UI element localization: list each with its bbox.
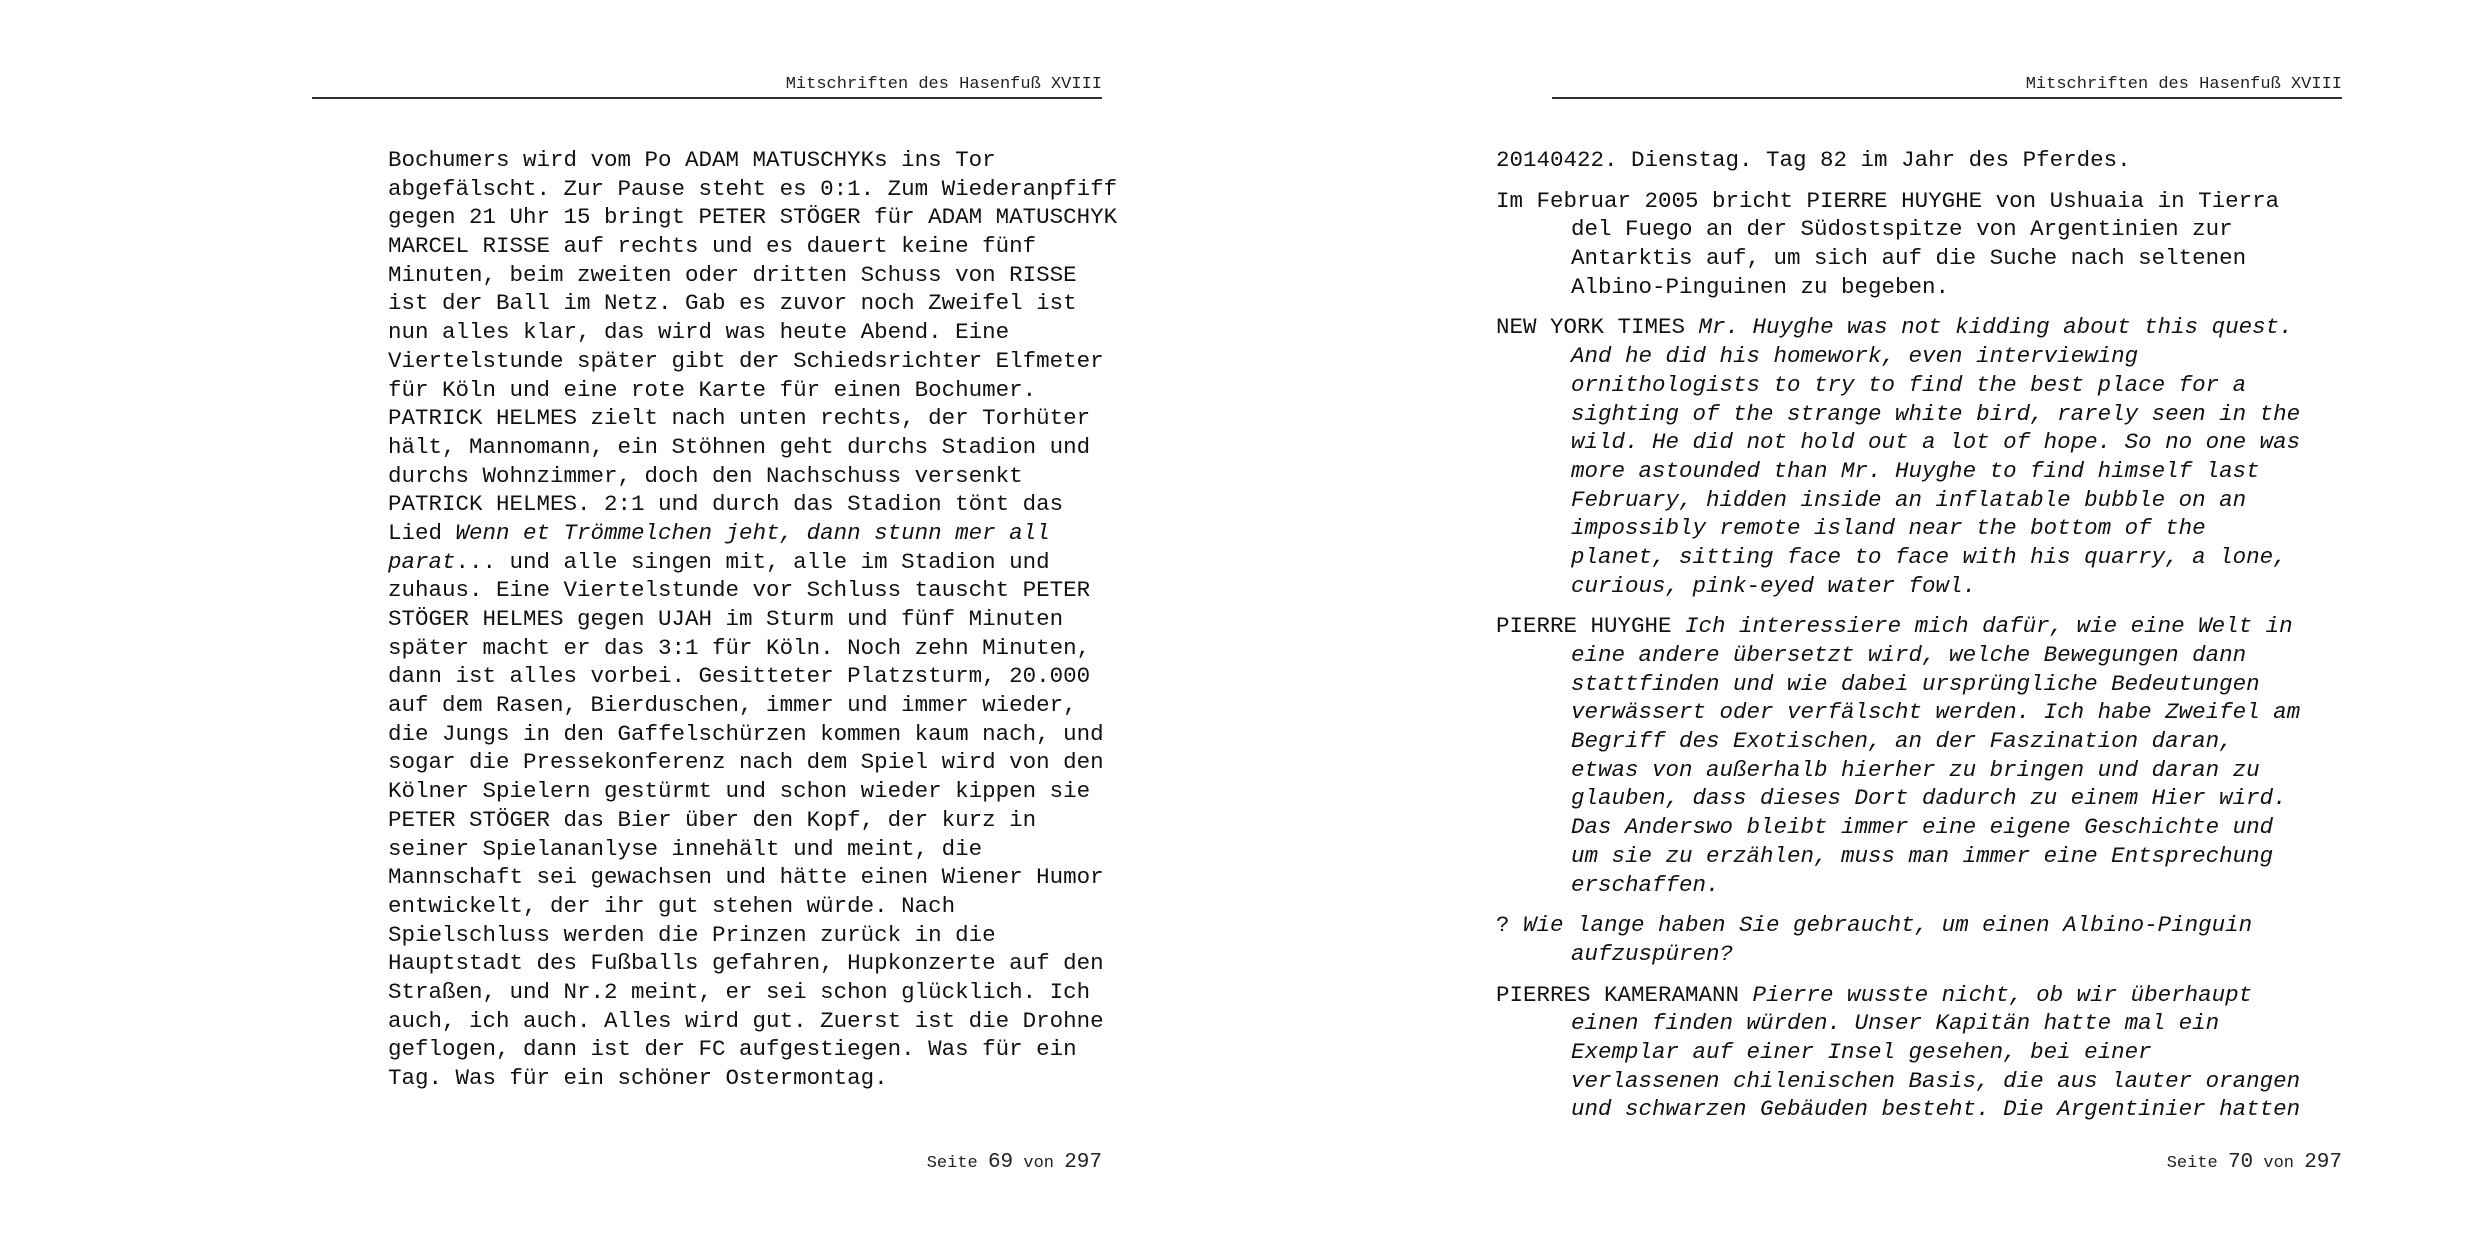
text-line	[388, 691, 1108, 720]
text-line	[1496, 342, 2396, 371]
text-run: später macht er das 3:1 für Köln. Noch zehn Minuten,	[388, 634, 1091, 661]
text-line	[1496, 911, 2396, 940]
footer-sep: von	[1023, 1154, 1054, 1173]
text-line	[388, 289, 1108, 318]
footer-prefix: Seite	[926, 1154, 978, 1173]
text-line	[388, 748, 1108, 777]
italic-text: Mr. Huyghe was not kidding about this quest.	[1698, 314, 2293, 341]
page-footer	[1552, 1148, 2342, 1179]
text-line	[1496, 313, 2396, 342]
text-line	[388, 978, 1108, 1007]
text-line	[388, 921, 1108, 950]
text-line	[388, 175, 1118, 204]
text-run: Tag. Was für ein schöner Ostermontag.	[388, 1065, 888, 1091]
text-run: NEW YORK TIMES	[1496, 314, 1699, 341]
text-line	[1496, 1009, 2396, 1038]
text-line	[388, 605, 1108, 634]
footer-prefix: Seite	[2166, 1154, 2218, 1173]
text-run: nun alles klar, das wird was heute Abend. Eine	[388, 319, 1010, 346]
italic-text: ornithologists to try to find the best place for a	[1571, 371, 2247, 398]
italic-text: planet, sitting face to face with his quarry, a lone,	[1571, 543, 2287, 570]
text-run: Spielschluss werden die Prinzen zurück in die	[388, 921, 996, 948]
text-line	[388, 835, 1108, 864]
italic-text: parat	[388, 548, 456, 575]
text-run: Hauptstadt des Fußballs gefahren, Hupkonzerte auf den	[388, 950, 1104, 977]
text-line	[388, 376, 1108, 405]
text-line	[388, 519, 1108, 548]
text-line	[388, 892, 1108, 921]
text-line	[388, 863, 1108, 892]
header-rule	[1552, 97, 2342, 99]
running-head: Mitschriften des Hasenfuß XVIII	[2025, 75, 2342, 94]
italic-text: verlassenen chilenischen Basis, die aus lauter orangen	[1571, 1067, 2301, 1094]
italic-text: sighting of the strange white bird, rarely seen in the	[1571, 400, 2301, 427]
italic-text: einen finden würden. Unser Kapitän hatte mal ein	[1571, 1010, 2220, 1037]
text-line	[388, 146, 1108, 175]
text-line	[388, 433, 1108, 462]
italic-text: Das Anderswo bleibt immer eine eigene Geschichte und	[1571, 814, 2274, 841]
body-text	[1496, 146, 2396, 1136]
text-line	[388, 1007, 1108, 1036]
text-run: del Fuego an der Südostspitze von Argentinien zur	[1571, 216, 2233, 243]
text-line	[1496, 572, 2396, 601]
header-rule	[312, 97, 1102, 99]
text-run: dann ist alles vorbei. Gesitteter Platzsturm, 20.000	[388, 663, 1091, 690]
text-line	[1496, 244, 2396, 273]
text-line	[388, 404, 1108, 433]
text-run: Antarktis auf, um sich auf die Suche nach seltenen	[1571, 245, 2247, 272]
text-line	[1496, 486, 2396, 515]
italic-text: Wie lange haben Sie gebraucht, um einen Albino-Pinguin	[1523, 912, 2253, 939]
text-run: gegen 21 Uhr 15 bringt PETER STÖGER für ADAM MATUSCHYK	[388, 204, 1118, 231]
text-line	[1496, 871, 2396, 900]
paragraph	[1496, 612, 2396, 899]
italic-text: Ich interessiere mich dafür, wie eine Welt in	[1685, 613, 2293, 640]
page-number: 70	[2227, 1151, 2254, 1174]
text-line	[388, 576, 1108, 605]
text-line	[1496, 215, 2396, 244]
text-line	[388, 261, 1108, 290]
text-line	[1496, 428, 2396, 457]
italic-text: curious, pink-eyed water fowl.	[1571, 572, 1977, 599]
italic-text: Wenn et Trömmelchen jeht, dann stunn mer all	[455, 519, 1050, 546]
italic-text: more astounded than Mr. Huyghe to find himself last	[1571, 457, 2260, 484]
text-line	[388, 232, 1108, 261]
paragraph	[1496, 313, 2396, 600]
total-pages: 297	[1064, 1151, 1102, 1174]
italic-text: And he did his homework, even interviewing	[1571, 343, 2139, 370]
text-line	[388, 318, 1108, 347]
text-run: entwickelt, der ihr gut stehen würde. Nach	[388, 892, 956, 919]
italic-text: eine andere übersetzt wird, welche Bewegungen dann	[1571, 642, 2247, 668]
italic-text: etwas von außerhalb hierher zu bringen und daran zu	[1571, 756, 2260, 783]
text-run: Kölner Spielern gestürmt und schon wieder kippen sie	[388, 778, 1091, 805]
text-run: STÖGER HELMES gegen UJAH im Sturm und fünf Minuten	[388, 606, 1064, 632]
text-line	[1496, 146, 2396, 175]
total-pages: 297	[2304, 1151, 2342, 1174]
text-run: Im Februar 2005 bricht PIERRE HUYGHE von Ushuaia in Tierra	[1496, 187, 2280, 214]
text-run: Straßen, und Nr.2 meint, er sei schon glücklich. Ich	[388, 978, 1091, 1005]
text-line	[388, 548, 1108, 577]
text-run: PIERRE HUYGHE	[1496, 613, 1686, 640]
text-run: Mannschaft sei gewachsen und hätte einen Wiener Humor	[388, 864, 1104, 891]
paragraph	[1496, 187, 2396, 302]
text-line	[1496, 457, 2396, 486]
text-line	[1496, 756, 2396, 785]
text-run: auf dem Rasen, Bierduschen, immer und immer wieder,	[388, 692, 1077, 719]
text-run: sogar die Pressekonferenz nach dem Spiel wird von den	[388, 749, 1104, 776]
italic-text: um sie zu erzählen, muss man immer eine Entsprechung	[1571, 842, 2274, 869]
text-line	[388, 490, 1108, 519]
text-line	[388, 634, 1108, 663]
text-line	[1496, 784, 2396, 813]
text-line	[1496, 641, 2396, 670]
italic-text: impossibly remote island near the bottom of the	[1571, 515, 2206, 542]
text-line	[1496, 187, 2396, 216]
text-line	[1496, 400, 2396, 429]
text-line	[1496, 813, 2396, 842]
text-run: PATRICK HELMES. 2:1 und durch das Stadion tönt das	[388, 491, 1064, 518]
paragraph	[1496, 911, 2396, 968]
text-run: PATRICK HELMES zielt nach unten rechts, der Torhüter	[388, 405, 1091, 432]
text-line	[1496, 273, 2396, 302]
footer-sep: von	[2263, 1154, 2294, 1173]
italic-text: und schwarzen Gebäuden besteht. Die Argentinier hatten	[1571, 1096, 2301, 1123]
page-number: 69	[987, 1151, 1014, 1174]
text-run: seiner Spielananlyse innehält und meint, die	[388, 835, 983, 862]
paragraph	[1496, 981, 2396, 1124]
text-line	[388, 949, 1108, 978]
text-run: Viertelstunde später gibt der Schiedsrichter Elfmeter	[388, 347, 1104, 374]
body-text	[388, 146, 1118, 1093]
text-line	[388, 347, 1108, 376]
text-line	[1496, 371, 2396, 400]
text-line	[1496, 612, 2396, 641]
text-line	[388, 720, 1108, 749]
text-run: für Köln und eine rote Karte für einen Bochumer.	[388, 376, 1037, 403]
text-line	[1496, 842, 2396, 871]
text-run: MARCEL RISSE auf rechts und es dauert keine fünf	[388, 233, 1037, 260]
italic-text: Pierre wusste nicht, ob wir überhaupt	[1752, 981, 2253, 1008]
text-run: ?	[1496, 912, 1524, 939]
text-line	[1496, 514, 2396, 543]
text-run: Minuten, beim zweiten oder dritten Schuss von RISSE	[388, 261, 1077, 288]
italic-text: glauben, dass dieses Dort dadurch zu einem Hier wird.	[1571, 785, 2287, 812]
paragraph	[1496, 146, 2396, 175]
right-page	[1240, 0, 2480, 1240]
text-line	[1496, 543, 2396, 572]
italic-text: February, hidden inside an inflatable bubble on an	[1571, 486, 2247, 513]
italic-text: wild. He did not hold out a lot of hope. So no one was	[1571, 429, 2301, 456]
italic-text: Begriff des Exotischen, an der Faszination daran,	[1571, 728, 2233, 755]
text-line	[1496, 1067, 2396, 1096]
text-run: ist der Ball im Netz. Gab es zuvor noch Zweifel ist	[388, 290, 1077, 317]
text-line	[388, 777, 1108, 806]
text-line	[388, 203, 1118, 232]
text-line	[1496, 698, 2396, 727]
text-run: geflogen, dann ist der FC aufgestiegen. Was für ein	[388, 1036, 1077, 1063]
text-line	[1496, 940, 2396, 969]
text-line	[1496, 981, 2396, 1010]
text-run: auch, ich auch. Alles wird gut. Zuerst ist die Drohne	[388, 1007, 1104, 1034]
text-run: hält, Mannomann, ein Stöhnen geht durchs Stadion und	[388, 433, 1091, 460]
text-run: Albino-Pinguinen zu begeben.	[1571, 273, 1950, 300]
text-run: ... und alle singen mit, alle im Stadion und	[455, 548, 1050, 575]
text-line	[388, 462, 1108, 491]
text-line	[1496, 1095, 2396, 1124]
text-line	[1496, 670, 2396, 699]
text-line	[1496, 727, 2396, 756]
text-run: die Jungs in den Gaffelschürzen kommen kaum nach, und	[388, 720, 1104, 747]
text-run: Bochumers wird vom Po ADAM MATUSCHYKs ins Tor	[388, 147, 996, 173]
text-run: PIERRES KAMERAMANN	[1496, 981, 1753, 1008]
text-line	[388, 1035, 1108, 1064]
text-run: zuhaus. Eine Viertelstunde vor Schluss tauscht PETER	[388, 577, 1091, 604]
text-line	[388, 662, 1108, 691]
italic-text: verwässert oder verfälscht werden. Ich habe Zweifel am	[1571, 699, 2301, 726]
text-line	[1496, 1038, 2396, 1067]
italic-text: aufzuspüren?	[1571, 940, 1734, 967]
running-head: Mitschriften des Hasenfuß XVIII	[785, 75, 1102, 94]
text-run: 20140422. Dienstag. Tag 82 im Jahr des Pferdes.	[1496, 147, 2131, 173]
italic-text: erschaffen.	[1571, 871, 1720, 898]
text-line	[388, 1064, 1108, 1093]
page-footer	[312, 1148, 1102, 1179]
text-run: durchs Wohnzimmer, doch den Nachschuss versenkt	[388, 462, 1023, 489]
text-run: Lied	[388, 519, 456, 546]
italic-text: stattfinden und wie dabei ursprüngliche Bedeutungen	[1571, 670, 2260, 697]
text-run: abgefälscht. Zur Pause steht es 0:1. Zum Wiederanpfiff	[388, 175, 1118, 202]
text-run: PETER STÖGER das Bier über den Kopf, der kurz in	[388, 806, 1037, 833]
italic-text: Exemplar auf einer Insel gesehen, bei einer	[1571, 1038, 2152, 1065]
text-line	[388, 806, 1108, 835]
